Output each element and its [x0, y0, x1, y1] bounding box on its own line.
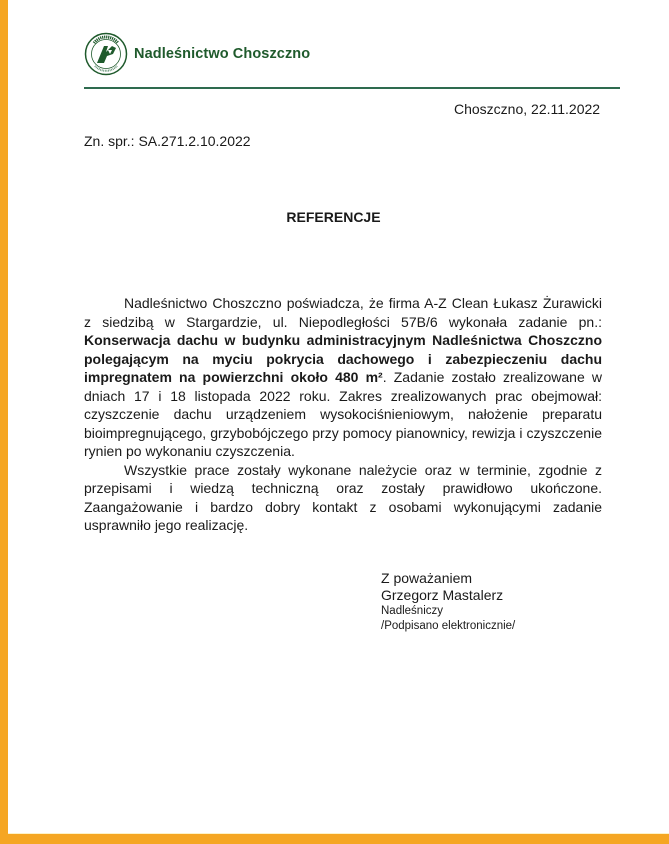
document-title-text: REFERENCJE: [286, 209, 381, 225]
signatory-position: Nadleśniczy: [381, 605, 443, 617]
organization-name: Nadleśnictwo Choszczno: [134, 46, 311, 62]
place-date: Choszczno, 22.11.2022: [454, 101, 601, 117]
signatory-name: Grzegorz Mastalerz: [381, 587, 504, 603]
paragraph-1-task-name: Konserwacja dachu w budynku administracyjnym Nadleśnictwa Choszczno polegającym na myciu pokrycia dachowego i zabezpieczeniu dachu impregnatem na powierzchni około 480 m²: [84, 332, 602, 385]
signature-closing: Z poważaniem: [381, 570, 473, 586]
document-title: [0, 209, 669, 225]
paragraph-1: [84, 294, 602, 461]
paragraph-2: Wszystkie prace zostały wykonane należycie oraz w terminie, zgodnie z przepisami i wiedzą techniczną oraz zostały prawidłowo ukończone. Zaangażowanie i bardzo dobry kontakt z osobami wykonującymi zadanie usprawniło jego realizację.: [84, 461, 602, 533]
page-border-bottom: [0, 834, 669, 844]
letterhead: [84, 32, 310, 76]
header-divider: [84, 87, 620, 89]
paragraph-1-intro: Nadleśnictwo Choszczno poświadcza, że firma A-Z Clean Łukasz Żurawicki z siedzibą w Stargardzie, ul. Niepodległości 57B/6 wykonała zadanie pn.:: [84, 295, 602, 330]
signature-block: [381, 570, 515, 634]
paragraph-1-details: . Zadanie zostało zrealizowane w dniach 17 i 18 listopada 2022 roku. Zakres zrealizowanych prac obejmował: czyszczenie dachu urządzeniem wysokociśnieniowym, nałożenie preparatu bioimpregnującego, grzybobójczego przy pomocy pianownicy, rewizja i czyszczenie rynien po wykonaniu czyszczenia.: [84, 369, 602, 459]
letter-body: [84, 294, 602, 535]
lasy-panstwowe-logo-icon: [84, 32, 128, 76]
page-border-left: [0, 0, 8, 844]
case-reference: Zn. spr.: SA.271.2.10.2022: [84, 133, 251, 149]
electronic-signature-note: /Podpisano elektronicznie/: [381, 620, 516, 632]
